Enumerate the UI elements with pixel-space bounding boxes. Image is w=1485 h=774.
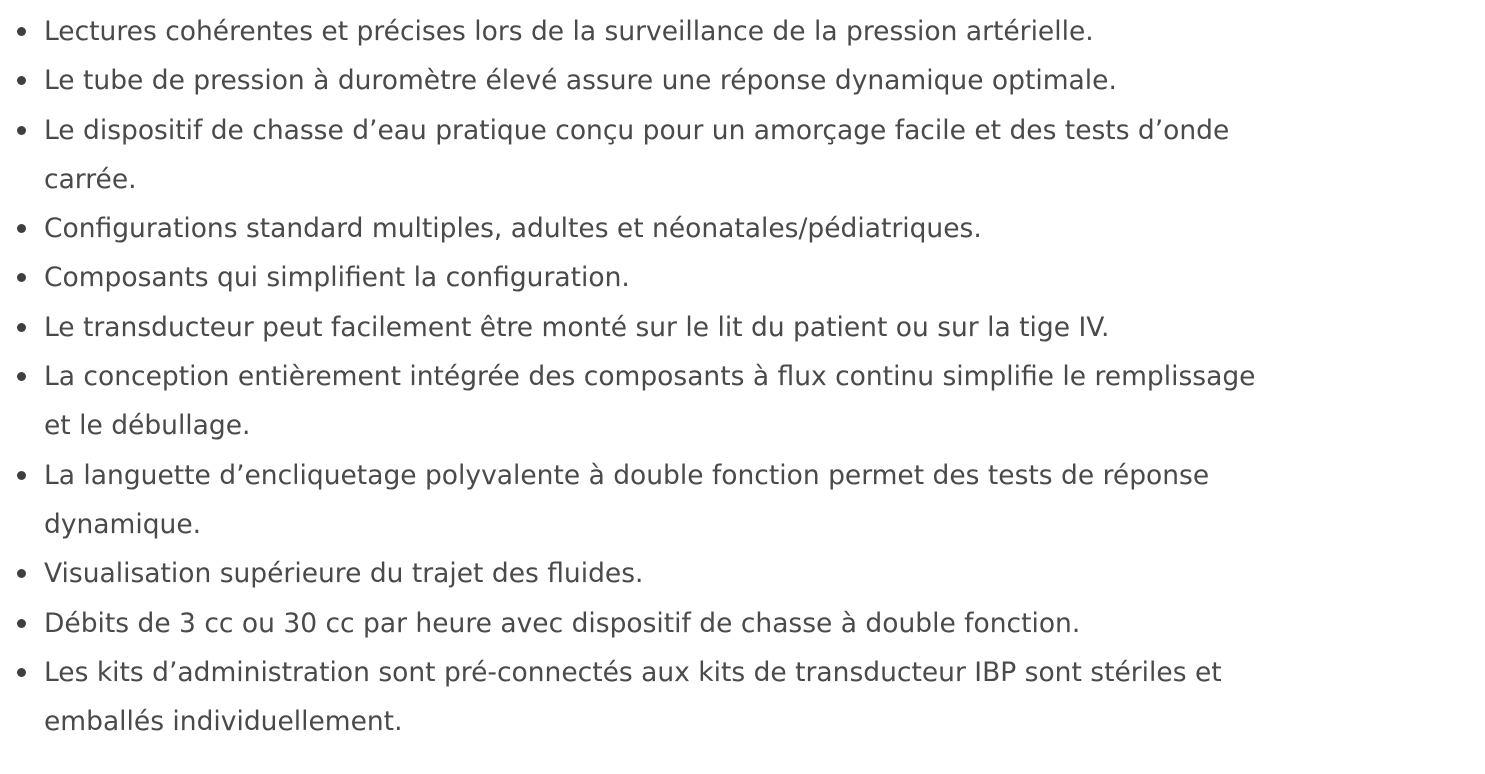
- list-item: [0, 253, 1460, 302]
- list-item-text: La conception entièrement intégrée des composants à flux continu simplifie le remplissage: [44, 361, 1256, 393]
- bullet-icon: [17, 224, 26, 233]
- list-item-text-continuation: dynamique.: [44, 508, 202, 540]
- list-item: [0, 451, 1460, 550]
- list-item: [0, 7, 1460, 56]
- list-item: [0, 648, 1460, 747]
- bullet-icon: [17, 27, 26, 36]
- list-item: [0, 106, 1460, 205]
- list-item-text-continuation: emballés individuellement.: [44, 706, 403, 738]
- list-item-text: Composants qui simplifient la configuration.: [44, 262, 630, 294]
- bullet-icon: [17, 126, 26, 135]
- list-item-text-continuation: carrée.: [44, 163, 137, 195]
- list-item-text: Le tube de pression à duromètre élevé assure une réponse dynamique optimale.: [44, 65, 1117, 97]
- bullet-icon: [17, 323, 26, 332]
- bullet-icon: [17, 273, 26, 282]
- list-item-text: La languette d’encliquetage polyvalente à double fonction permet des tests de réponse: [44, 459, 1210, 491]
- bullet-icon: [17, 372, 26, 381]
- list-item: [0, 549, 1460, 598]
- list-item: [0, 56, 1460, 105]
- list-item: [0, 303, 1460, 352]
- list-item: [0, 204, 1460, 253]
- list-item-text: Les kits d’administration sont pré-connectés aux kits de transducteur IBP sont stériles et: [44, 656, 1222, 688]
- bullet-icon: [17, 471, 26, 480]
- list-item-text: Visualisation supérieure du trajet des fluides.: [44, 558, 644, 590]
- bullet-icon: [17, 668, 26, 677]
- list-item-text: Le dispositif de chasse d’eau pratique conçu pour un amorçage facile et des tests d’onde: [44, 114, 1230, 146]
- feature-list: [0, 7, 1460, 746]
- bullet-icon: [17, 76, 26, 85]
- list-item-text-continuation: et le débullage.: [44, 410, 251, 442]
- list-item-text: Débits de 3 cc ou 30 cc par heure avec dispositif de chasse à double fonction.: [44, 607, 1081, 639]
- list-item-text: Configurations standard multiples, adultes et néonatales/pédiatriques.: [44, 213, 982, 245]
- list-item-text: Lectures cohérentes et précises lors de la surveillance de la pression artérielle.: [44, 16, 1094, 47]
- list-item: [0, 352, 1460, 451]
- list-item-text: Le transducteur peut facilement être monté sur le lit du patient ou sur la tige IV.: [44, 311, 1110, 343]
- list-item: [0, 599, 1460, 648]
- bullet-icon: [17, 569, 26, 578]
- bullet-icon: [17, 619, 26, 628]
